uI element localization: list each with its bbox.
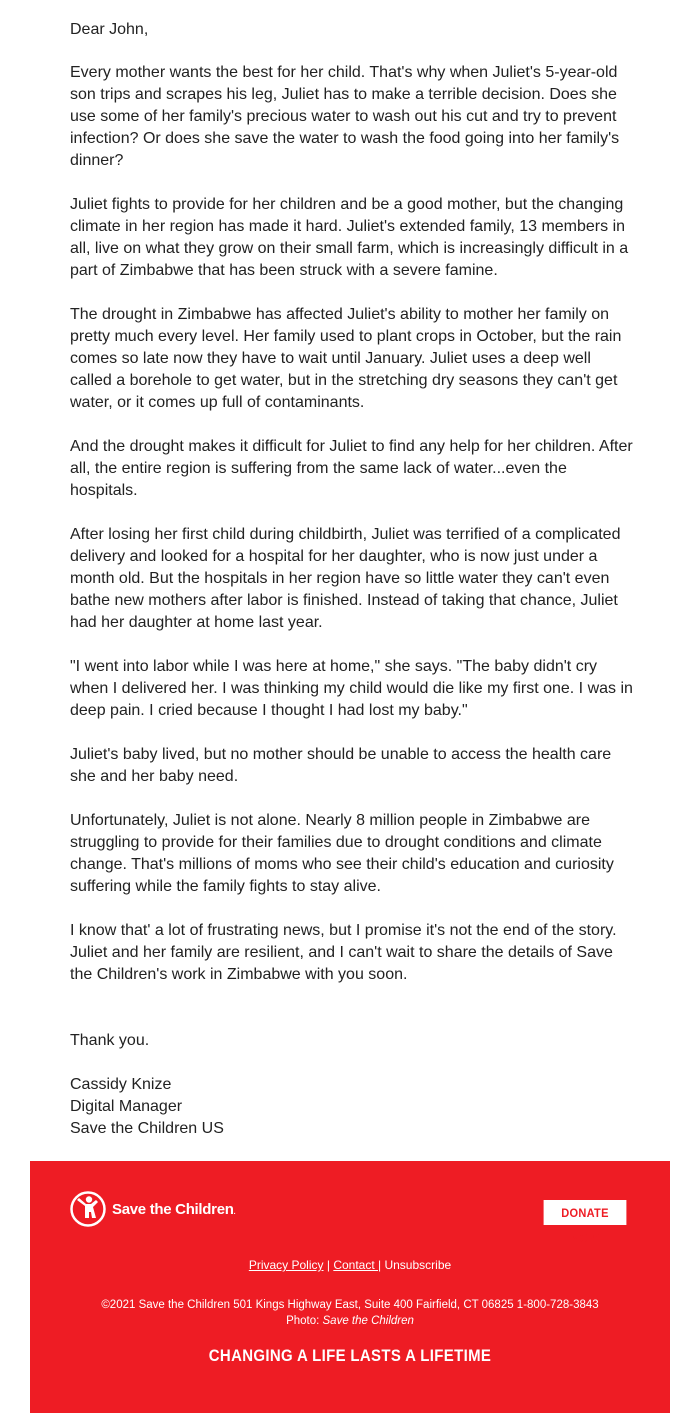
paragraph: And the drought makes it difficult for Juliet to find any help for her children. After all, the entire region is suffering from the same lack of water...even the hospitals.: [70, 438, 633, 499]
child-figure-icon: [70, 1191, 106, 1227]
paragraph: Every mother wants the best for her child. That's why when Juliet's 5-year-old son trips and scrapes his leg, Juliet has to make a terrible decision. Does she use some of her family's precious water to wash out his cut and try to prevent infection? Or does she save the water to wash the food going into her family's dinner?: [70, 64, 620, 169]
copyright-block: [30, 1297, 670, 1329]
greeting: Dear John,: [70, 21, 149, 38]
link-separator: |: [323, 1258, 334, 1272]
letter-body: [70, 19, 635, 1162]
footer-links: [30, 1258, 670, 1272]
privacy-policy-link[interactable]: Privacy Policy: [248, 1258, 324, 1272]
paragraph: Juliet fights to provide for her children and be a good mother, but the changing climate in her region has made it hard. Juliet's extended family, 13 members in all, live on what they grow on their small farm, which is increasingly difficult in a part of Zimbabwe that has been struck with a severe famine.: [70, 196, 629, 279]
contact-link[interactable]: Contact: [333, 1258, 379, 1272]
signature-org: Save the Children US: [70, 1120, 224, 1137]
donate-now-button[interactable]: DONATE NOW: [544, 1200, 627, 1225]
tagline: CHANGING A LIFE LASTS A LIFETIME: [208, 1346, 492, 1365]
logo-text: Save the Children.: [112, 1200, 236, 1218]
signature: [70, 1074, 635, 1140]
paragraph: Unfortunately, Juliet is not alone. Nearly 8 million people in Zimbabwe are struggling to provide for their families due to drought conditions and climate change. That's millions of moms who see their child's education and curiosity suffering while the family fights to stay alive.: [70, 812, 614, 895]
paragraph: After losing her first child during childbirth, Juliet was terrified of a complicated delivery and looked for a hospital for her daughter, who is now just under a month old. But the hospitals in her region have so little water they can't even bathe new mothers after labor is finished. Instead of taking that chance, Juliet had her daughter at home last year.: [70, 526, 621, 631]
signature-title: Digital Manager: [70, 1098, 183, 1115]
footer-banner: [30, 1161, 670, 1413]
paragraph: Juliet's baby lived, but no mother should be unable to access the health care she and her baby need.: [70, 746, 612, 785]
link-separator: |: [378, 1258, 385, 1272]
unsubscribe-link[interactable]: Unsubscribe: [384, 1258, 452, 1272]
photo-credit: Photo: Save the Children: [286, 1315, 414, 1327]
copyright-text: ©2021 Save the Children 501 Kings Highway East, Suite 400 Fairfield, CT 06825 1-800-728-3843: [101, 1299, 599, 1311]
paragraph: "I went into labor while I was here at home," she says. "The baby didn't cry when I delivered her. I was thinking my child would die like my first one. I was in deep pain. I cried because I thought I had lost my baby.": [70, 658, 633, 719]
signature-name: Cassidy Knize: [70, 1076, 172, 1093]
save-the-children-logo[interactable]: [70, 1191, 235, 1227]
paragraph: The drought in Zimbabwe has affected Juliet's ability to mother her family on pretty much every level. Her family used to plant crops in October, but the rain comes so late now they have to wait until January. Juliet uses a deep well called a borehole to get water, but in the stretching dry seasons they can't get water, or it comes up full of contaminants.: [70, 306, 622, 411]
paragraph: I know that' a lot of frustrating news, but I promise it's not the end of the story. Juliet and her family are resilient, and I can't wait to share the details of Save the Children's work in Zimbabwe with you soon.: [70, 922, 617, 983]
closing: Thank you.: [70, 1032, 150, 1049]
